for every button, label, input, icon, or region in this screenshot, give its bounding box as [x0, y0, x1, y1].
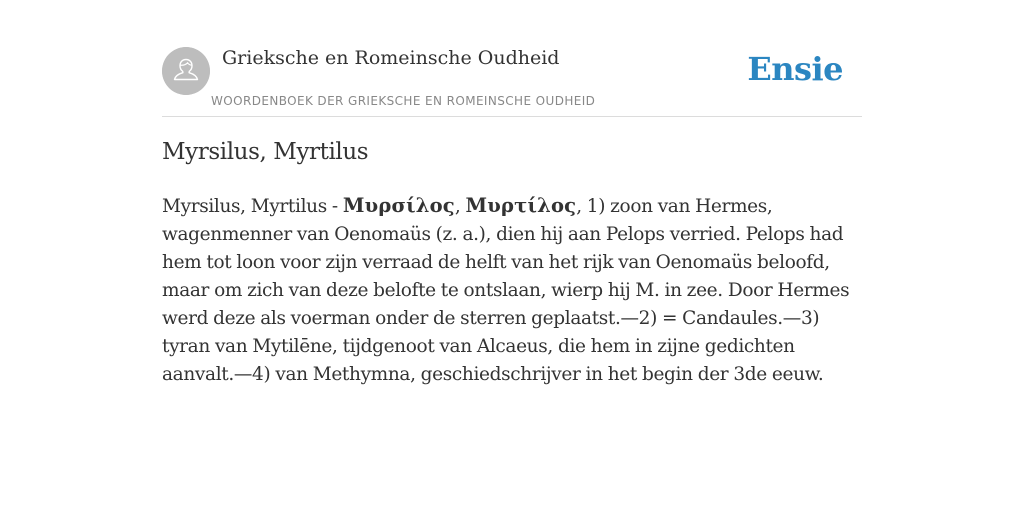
entry-body	[162, 192, 868, 389]
site-title-link[interactable]: Grieksche en Romeinsche Oudheid	[222, 47, 560, 69]
avatar-graphic	[162, 47, 210, 95]
site-header	[162, 44, 862, 117]
entry-definition: , 1) zoon van Hermes, wagenmenner van Oenomaüs (z. a.), dien hij aan Pelops verried. Pelops had hem tot loon voor zijn verraad de helft van het rijk van Oenomaüs beloofd, maar om zich van deze belofte te ontslaan, wierp hij M. in zee. Door Hermes werd deze als voerman onder de sterren geplaatst.—2) = Candaules.—3) tyran van Mytilēne, tijdgenoot van Alcaeus, die hem in zijne gedichten aanvalt.—4) van Methymna, geschiedschrijver in het begin der 3de eeuw.	[162, 196, 850, 385]
ensie-logo-link[interactable]: Ensie	[747, 50, 843, 88]
entry-comma: ,	[454, 196, 466, 217]
greek-term-2: Μυρτίλος	[465, 194, 577, 217]
greek-term-1: Μυρσίλος	[342, 194, 455, 217]
entry-dash: -	[326, 196, 343, 217]
site-subtitle: WOORDENBOEK DER GRIEKSCHE EN ROMEINSCHE OUDHEID	[211, 94, 596, 108]
entry-term: Myrsilus, Myrtilus	[162, 196, 327, 217]
entry-title: Myrsilus, Myrtilus	[162, 139, 369, 165]
user-outline-icon[interactable]	[162, 47, 210, 95]
